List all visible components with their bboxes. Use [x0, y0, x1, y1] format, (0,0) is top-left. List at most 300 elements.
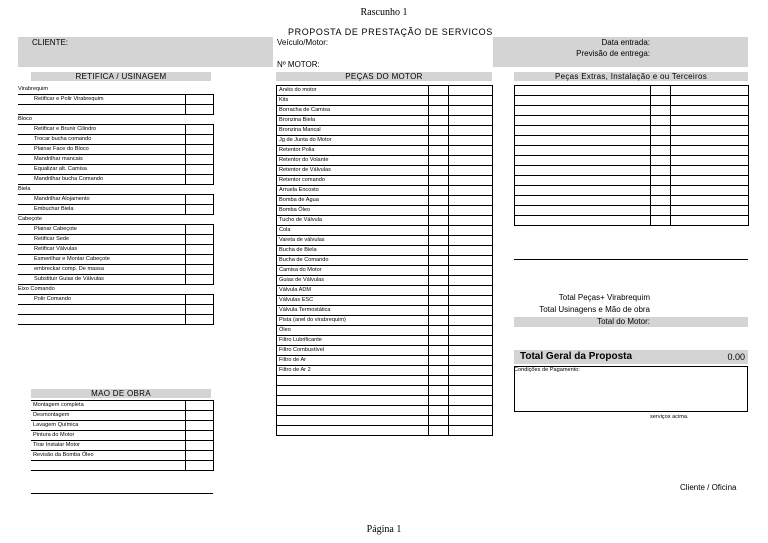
mao-obra-header: MAO DE OBRA [31, 389, 211, 398]
pecas-item-label: Retentor comando [277, 176, 429, 186]
retifica-value-cell [185, 145, 213, 155]
pecas-row [277, 166, 493, 176]
retifica-group-label: Cabeçote [18, 216, 42, 222]
condicoes-label: Condições de Pagamento: [514, 367, 580, 373]
extras-item-cell [515, 156, 651, 166]
retifica-group-row [18, 215, 213, 225]
retifica-value-cell [185, 265, 213, 275]
retifica-item-row [18, 125, 213, 135]
mao-obra-row [31, 441, 213, 451]
pecas-row [277, 246, 493, 256]
pecas-qty-cell [429, 296, 449, 306]
pecas-value-cell [449, 126, 493, 136]
retifica-item-row [18, 105, 213, 115]
extras-value-cell [671, 96, 749, 106]
extras-item-cell [515, 196, 651, 206]
extras-row [515, 216, 749, 226]
pecas-row [277, 116, 493, 126]
mao-obra-table [31, 400, 214, 471]
retifica-item-row [18, 145, 213, 155]
pecas-value-cell [449, 336, 493, 346]
extras-value-cell [671, 106, 749, 116]
pecas-row [277, 96, 493, 106]
pecas-row [277, 286, 493, 296]
pecas-row [277, 376, 493, 386]
retifica-value-cell [185, 135, 213, 145]
extras-qty-cell [651, 146, 671, 156]
extras-value-cell [671, 146, 749, 156]
pecas-item-label: Bronzina Mancal [277, 126, 429, 136]
extras-value-cell [671, 206, 749, 216]
pecas-qty-cell [429, 376, 449, 386]
pecas-item-label: Filtro de Ar 2 [277, 366, 429, 376]
retifica-item-row [18, 265, 213, 275]
extras-item-cell [515, 216, 651, 226]
pecas-qty-cell [429, 416, 449, 426]
pecas-row [277, 306, 493, 316]
retifica-item-row [18, 225, 213, 235]
retifica-item-label: Plainar Face do Bloco [18, 145, 185, 155]
extras-value-cell [671, 126, 749, 136]
pecas-item-label [277, 416, 429, 426]
pecas-row [277, 426, 493, 436]
mao-obra-row [31, 421, 213, 431]
page-footer: Página 1 [366, 524, 402, 535]
retifica-item-row [18, 175, 213, 185]
pecas-value-cell [449, 216, 493, 226]
extras-qty-cell [651, 96, 671, 106]
retifica-item-row [18, 205, 213, 215]
retifica-value-cell [185, 225, 213, 235]
extras-qty-cell [651, 186, 671, 196]
extras-qty-cell [651, 126, 671, 136]
pecas-qty-cell [429, 166, 449, 176]
pecas-item-label: Jg de Junta do Motor [277, 136, 429, 146]
mao-obra-item-label [31, 461, 185, 471]
pecas-qty-cell [429, 276, 449, 286]
pecas-table [276, 85, 493, 436]
extras-item-cell [515, 186, 651, 196]
pecas-row [277, 386, 493, 396]
pecas-row [277, 346, 493, 356]
extras-item-cell [515, 96, 651, 106]
pecas-row [277, 326, 493, 336]
pecas-value-cell [449, 426, 493, 436]
pecas-qty-cell [429, 176, 449, 186]
retifica-value-cell [185, 235, 213, 245]
retifica-item-row [18, 235, 213, 245]
pecas-row [277, 196, 493, 206]
pecas-value-cell [449, 146, 493, 156]
pecas-qty-cell [429, 336, 449, 346]
pecas-item-label: Cola [277, 226, 429, 236]
pecas-qty-cell [429, 116, 449, 126]
mao-obra-row [31, 451, 213, 461]
extras-item-cell [515, 176, 651, 186]
retifica-item-row [18, 155, 213, 165]
mao-obra-item-label: Revisão da Bomba Óleo [31, 451, 185, 461]
retifica-value-cell [185, 125, 213, 135]
mao-obra-value-cell [185, 431, 213, 441]
pecas-row [277, 336, 493, 346]
extras-item-cell [515, 126, 651, 136]
retifica-item-row [18, 95, 213, 105]
pecas-qty-cell [429, 146, 449, 156]
pecas-value-cell [449, 396, 493, 406]
pecas-item-label: Retentor do Volante [277, 156, 429, 166]
extras-header: Peças Extras, Instalação e ou Terceiros [514, 72, 748, 81]
pecas-qty-cell [429, 366, 449, 376]
pecas-value-cell [449, 106, 493, 116]
total-pecas-label: Total Peças+ Virabrequim [558, 293, 650, 302]
pecas-row [277, 176, 493, 186]
pecas-value-cell [449, 186, 493, 196]
extras-qty-cell [651, 176, 671, 186]
retifica-item-row [18, 195, 213, 205]
retifica-value-cell [185, 315, 213, 325]
pecas-value-cell [449, 256, 493, 266]
total-geral-value: 0.00 [727, 352, 745, 362]
pecas-item-label: Válvulas ESC [277, 296, 429, 306]
retifica-item-label: Retificar e Polir Virabrequim [18, 95, 185, 105]
extras-qty-cell [651, 86, 671, 96]
pecas-row [277, 146, 493, 156]
pecas-row [277, 86, 493, 96]
extras-qty-cell [651, 136, 671, 146]
pecas-item-label [277, 406, 429, 416]
retifica-value-cell [185, 245, 213, 255]
retifica-header: RETIFICA / USINAGEM [31, 72, 211, 81]
pecas-value-cell [449, 176, 493, 186]
pecas-qty-cell [429, 356, 449, 366]
cliente-label: CLIENTE: [32, 38, 69, 47]
retifica-item-row [18, 275, 213, 285]
pecas-row [277, 256, 493, 266]
pecas-qty-cell [429, 96, 449, 106]
pecas-row [277, 226, 493, 236]
retifica-item-row [18, 165, 213, 175]
pecas-qty-cell [429, 266, 449, 276]
pecas-value-cell [449, 166, 493, 176]
retifica-item-row [18, 295, 213, 305]
retifica-value-cell [185, 175, 213, 185]
retifica-item-row [18, 245, 213, 255]
pecas-qty-cell [429, 156, 449, 166]
retifica-item-label: embreckar comp. De massa [18, 265, 185, 275]
extras-row [515, 196, 749, 206]
pecas-item-label: Vareta de válvulas [277, 236, 429, 246]
retifica-value-cell [185, 255, 213, 265]
pecas-qty-cell [429, 236, 449, 246]
pecas-value-cell [449, 246, 493, 256]
retifica-value-cell [185, 295, 213, 305]
pecas-item-label: Válvula Termostática [277, 306, 429, 316]
mao-obra-value-cell [185, 401, 213, 411]
pecas-item-label: Bucha de Biela [277, 246, 429, 256]
pecas-item-label: Tucho de Válvula [277, 216, 429, 226]
pecas-value-cell [449, 196, 493, 206]
mao-obra-value-cell [185, 461, 213, 471]
retifica-value-cell [185, 155, 213, 165]
retifica-group-row [18, 185, 213, 195]
pecas-qty-cell [429, 206, 449, 216]
pecas-qty-cell [429, 196, 449, 206]
extras-row [515, 126, 749, 136]
pecas-qty-cell [429, 286, 449, 296]
retifica-item-label [18, 305, 185, 315]
pecas-item-label [277, 386, 429, 396]
retifica-group-row [18, 115, 213, 125]
pecas-qty-cell [429, 426, 449, 436]
pecas-item-label: Válvula ADM [277, 286, 429, 296]
extras-value-cell [671, 156, 749, 166]
extras-row [515, 186, 749, 196]
extras-value-cell [671, 196, 749, 206]
pecas-value-cell [449, 416, 493, 426]
retifica-value-cell [185, 195, 213, 205]
extras-qty-cell [651, 166, 671, 176]
pecas-item-label: Filtro Combustível [277, 346, 429, 356]
pecas-row [277, 136, 493, 146]
pecas-row [277, 186, 493, 196]
pecas-item-label: Arruela Encosto [277, 186, 429, 196]
pecas-item-label: Filtro Lubrificante [277, 336, 429, 346]
retifica-item-row [18, 255, 213, 265]
retifica-group-label: Virabrequim [18, 86, 49, 92]
data-entrada-label: Data entrada: [601, 38, 650, 47]
extras-row [515, 86, 749, 96]
extras-value-cell [671, 176, 749, 186]
extras-qty-cell [651, 196, 671, 206]
pecas-item-label: Bomba de Agua [277, 196, 429, 206]
retifica-value-cell [185, 275, 213, 285]
mao-obra-bottom-line [31, 493, 213, 494]
pecas-row [277, 206, 493, 216]
pecas-value-cell [449, 96, 493, 106]
pecas-qty-cell [429, 396, 449, 406]
pecas-value-cell [449, 316, 493, 326]
extras-row [515, 166, 749, 176]
retifica-item-label: Retificar Sede [18, 235, 185, 245]
mao-obra-value-cell [185, 411, 213, 421]
retifica-item-label [18, 315, 185, 325]
pecas-header: PEÇAS DO MOTOR [276, 72, 492, 81]
pecas-row [277, 236, 493, 246]
pecas-item-label: Bucha de Comando [277, 256, 429, 266]
retifica-group-label: Biela [18, 186, 31, 192]
mao-obra-value-cell [185, 441, 213, 451]
pecas-qty-cell [429, 256, 449, 266]
extras-item-cell [515, 86, 651, 96]
retifica-item-label: Polir Comando [18, 295, 185, 305]
extras-qty-cell [651, 106, 671, 116]
pecas-qty-cell [429, 306, 449, 316]
pecas-row [277, 296, 493, 306]
extras-value-cell [671, 166, 749, 176]
mao-obra-row [31, 431, 213, 441]
page-header: Rascunho 1 [360, 7, 408, 18]
pecas-value-cell [449, 266, 493, 276]
extras-qty-cell [651, 116, 671, 126]
pecas-value-cell [449, 346, 493, 356]
extras-row [515, 116, 749, 126]
pecas-row [277, 316, 493, 326]
pecas-item-label: Bomba Óleo [277, 206, 429, 216]
retifica-item-label: Embuchar Biela [18, 205, 185, 215]
pecas-value-cell [449, 306, 493, 316]
pecas-value-cell [449, 386, 493, 396]
retifica-table [18, 85, 214, 325]
pecas-qty-cell [429, 126, 449, 136]
pecas-value-cell [449, 376, 493, 386]
extras-table [514, 85, 749, 226]
retifica-item-label: Plainar Cabeçote [18, 225, 185, 235]
retifica-item-label [18, 105, 185, 115]
extras-row [515, 146, 749, 156]
pecas-qty-cell [429, 386, 449, 396]
retifica-item-row [18, 315, 213, 325]
mao-obra-row [31, 461, 213, 471]
mao-obra-item-label: Desmontagem [31, 411, 185, 421]
pecas-item-label: Kits [277, 96, 429, 106]
retifica-value-cell [185, 165, 213, 175]
pecas-row [277, 356, 493, 366]
retifica-item-label: Mandrilhar mancais [18, 155, 185, 165]
retifica-value-cell [185, 305, 213, 315]
pecas-row [277, 216, 493, 226]
mao-obra-value-cell [185, 451, 213, 461]
extras-row [515, 156, 749, 166]
retifica-item-label: Mandrilhar Alojamento [18, 195, 185, 205]
mao-obra-row [31, 411, 213, 421]
pecas-qty-cell [429, 316, 449, 326]
mao-obra-row [31, 401, 213, 411]
extras-item-cell [515, 206, 651, 216]
extras-qty-cell [651, 206, 671, 216]
extras-row [515, 206, 749, 216]
pecas-item-label: Filtro de Ar [277, 356, 429, 366]
extras-item-cell [515, 106, 651, 116]
pecas-value-cell [449, 136, 493, 146]
mao-obra-value-cell [185, 421, 213, 431]
retifica-value-cell [185, 105, 213, 115]
pecas-qty-cell [429, 406, 449, 416]
pecas-qty-cell [429, 216, 449, 226]
pecas-item-label: Retentor Polia [277, 146, 429, 156]
pecas-row [277, 396, 493, 406]
pecas-item-label: Anéis do motor [277, 86, 429, 96]
retifica-item-label: Retificar Válvulas [18, 245, 185, 255]
extras-item-cell [515, 146, 651, 156]
pecas-value-cell [449, 276, 493, 286]
extras-qty-cell [651, 156, 671, 166]
pecas-value-cell [449, 356, 493, 366]
retifica-item-label: Mandrilhar bucha Comando [18, 175, 185, 185]
pecas-qty-cell [429, 186, 449, 196]
extras-qty-cell [651, 216, 671, 226]
pecas-item-label: Camisa do Motor [277, 266, 429, 276]
pecas-item-label: Bronzina Biela [277, 116, 429, 126]
previsao-entrega-label: Previsão de entrega: [576, 49, 650, 58]
mao-obra-item-label: Pintura do Motor [31, 431, 185, 441]
total-usinagem-label: Total Usinagens e Mão de obra [539, 305, 650, 314]
totals-top-line [514, 259, 748, 260]
pecas-value-cell [449, 326, 493, 336]
retifica-item-label: Esmerilhar e Montar Cabeçote [18, 255, 185, 265]
extras-row [515, 136, 749, 146]
pecas-item-label [277, 396, 429, 406]
assinatura-label: Cliente / Oficina [680, 483, 737, 492]
pecas-qty-cell [429, 136, 449, 146]
mao-obra-item-label: Montagem completa [31, 401, 185, 411]
retifica-group-label: Bloco [18, 116, 32, 122]
pecas-row [277, 276, 493, 286]
extras-value-cell [671, 86, 749, 96]
pecas-qty-cell [429, 226, 449, 236]
retifica-item-label: Retificar e Brunir Cilindro [18, 125, 185, 135]
retifica-item-row [18, 305, 213, 315]
extras-item-cell [515, 166, 651, 176]
pecas-row [277, 366, 493, 376]
pecas-value-cell [449, 236, 493, 246]
mao-obra-item-label: Lavagem Química [31, 421, 185, 431]
pecas-qty-cell [429, 86, 449, 96]
pecas-qty-cell [429, 326, 449, 336]
servicos-text: serviços acima. [650, 414, 689, 420]
retifica-item-label: Equalizar alt. Camisa [18, 165, 185, 175]
pecas-value-cell [449, 116, 493, 126]
retifica-group-row [18, 85, 213, 95]
total-geral-label: Total Geral da Proposta [520, 351, 633, 362]
extras-value-cell [671, 116, 749, 126]
pecas-value-cell [449, 286, 493, 296]
retifica-value-cell [185, 95, 213, 105]
pecas-item-label [277, 426, 429, 436]
retifica-value-cell [185, 205, 213, 215]
mao-obra-item-label: Tirar Instalar Motor [31, 441, 185, 451]
motor-number-label: Nº MOTOR: [277, 60, 320, 69]
pecas-value-cell [449, 226, 493, 236]
retifica-item-label: Trocar bucha comando [18, 135, 185, 145]
pecas-row [277, 156, 493, 166]
pecas-value-cell [449, 366, 493, 376]
pecas-item-label: Retentor de Válvulas [277, 166, 429, 176]
document-title: PROPOSTA DE PRESTAÇÃO DE SERVICOS [288, 27, 493, 37]
extras-row [515, 96, 749, 106]
pecas-value-cell [449, 296, 493, 306]
extras-item-cell [515, 116, 651, 126]
pecas-value-cell [449, 156, 493, 166]
pecas-qty-cell [429, 246, 449, 256]
veiculo-label: Veículo/Motor: [277, 38, 329, 47]
pecas-row [277, 406, 493, 416]
extras-value-cell [671, 136, 749, 146]
pecas-item-label: Borracha de Camisa [277, 106, 429, 116]
extras-value-cell [671, 216, 749, 226]
total-motor-label: Total do Motor: [597, 317, 650, 326]
retifica-group-label: Eixo Comando [18, 286, 55, 292]
pecas-item-label [277, 376, 429, 386]
retifica-item-label: Substituir Guias de Válvulas [18, 275, 185, 285]
pecas-qty-cell [429, 346, 449, 356]
pecas-item-label: Guias de Válvulas [277, 276, 429, 286]
pecas-value-cell [449, 86, 493, 96]
pecas-item-label: Óleo [277, 326, 429, 336]
extras-value-cell [671, 186, 749, 196]
pecas-value-cell [449, 206, 493, 216]
pecas-row [277, 106, 493, 116]
pecas-item-label: Pista (anel do virabrequim) [277, 316, 429, 326]
